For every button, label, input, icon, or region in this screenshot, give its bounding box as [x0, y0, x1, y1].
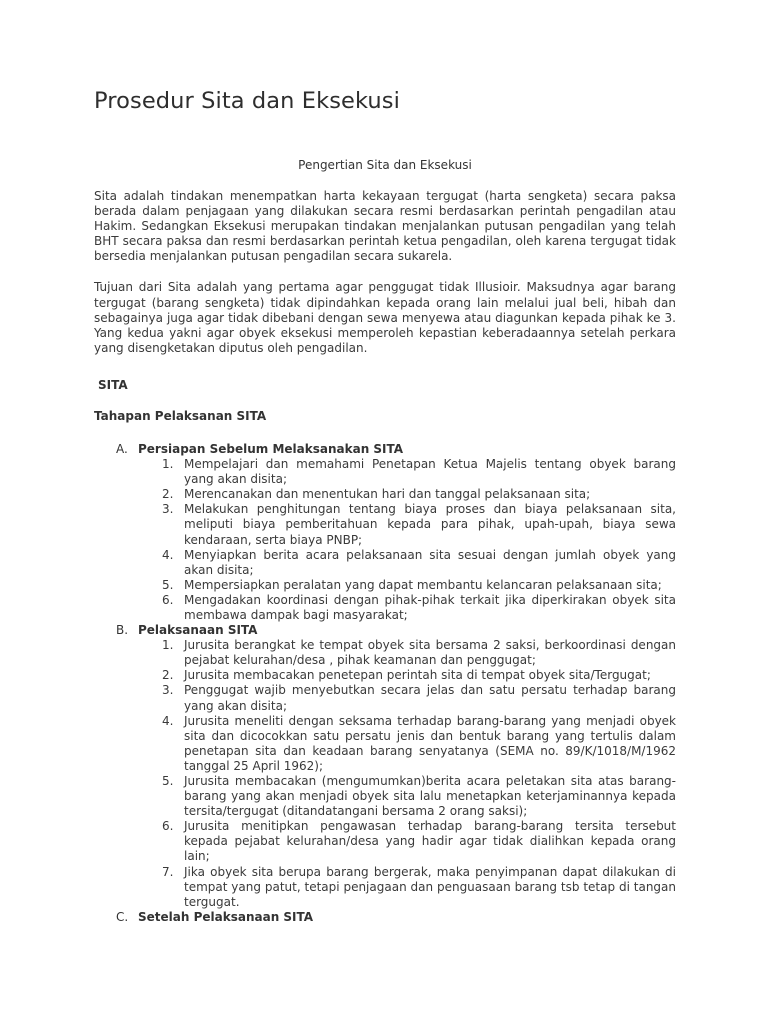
item-number: 6.	[162, 592, 174, 607]
stage-letter: B.	[116, 623, 129, 638]
list-item	[94, 457, 676, 487]
item-number: 2.	[162, 487, 174, 502]
list-item	[94, 593, 676, 623]
item-number: 2.	[162, 668, 174, 683]
stage-b-steps	[94, 638, 676, 910]
stage-item-a	[94, 442, 676, 457]
stage-item-c	[94, 910, 676, 925]
item-text: Jurusita membacakan (mengumumkan)berita acara peletakan sita atas barang-barang yang akan menjadi obyek sita lalu menetapkan keterjaminannya kepada tersita/tergugat (ditandatangani bersama 2 orang saksi);	[184, 774, 676, 819]
item-text: Jurusita menitipkan pengawasan terhadap barang-barang tersita tersebut kepada pejabat kelurahan/desa yang hadir agar tidak dialihkan kepada orang lain;	[184, 819, 676, 864]
list-item	[94, 774, 676, 819]
document-subtitle: Pengertian Sita dan Eksekusi	[298, 158, 472, 172]
stage-item-b	[94, 623, 676, 638]
item-text: Jurusita berangkat ke tempat obyek sita bersama 2 saksi, berkoordinasi dengan pejabat kelurahan/desa , pihak keamanan dan penggugat;	[184, 638, 676, 668]
list-item	[94, 683, 676, 713]
list-item	[94, 487, 676, 502]
list-item	[94, 548, 676, 578]
list-item	[94, 714, 676, 774]
item-number: 3.	[162, 683, 174, 698]
list-item	[94, 502, 676, 547]
item-text: Melakukan penghitungan tentang biaya proses dan biaya pelaksanaan sita, meliputi biaya pemberitahuan kepada para pihak, upah-upah, biaya sewa kendaraan, serta biaya PNBP;	[184, 502, 676, 547]
item-number: 7.	[162, 864, 174, 879]
stage-title: Pelaksanaan SITA	[138, 623, 258, 638]
item-number: 3.	[162, 502, 174, 517]
section-label-sita: SITA	[98, 377, 128, 392]
item-number: 6.	[162, 819, 174, 834]
stage-letter: C.	[116, 909, 129, 924]
stage-title: Setelah Pelaksanaan SITA	[138, 909, 314, 924]
item-text: Mempelajari dan memahami Penetapan Ketua Majelis tentang obyek barang yang akan disita;	[184, 457, 676, 487]
item-number: 5.	[162, 774, 174, 788]
item-text: Merencanakan dan menentukan hari dan tanggal pelaksanaan sita;	[184, 487, 591, 502]
item-text: Jurusita membacakan penetepan perintah sita di tempat obyek sita/Tergugat;	[184, 668, 651, 683]
item-number: 4.	[162, 547, 174, 562]
list-item	[94, 819, 676, 864]
stage-letter: A.	[116, 441, 128, 456]
paragraph-definition: Sita adalah tindakan menempatkan harta kekayaan tergugat (harta sengketa) secara paksa berada dalam penjagaan yang dilakukan secara resmi berdasarkan perintah pengadilan atau Hakim. Sedangkan Eksekusi merupakan tindakan menjalankan putusan pengadilan yang telah BHT secara paksa dan resmi berdasarkan perintah ketua pengadilan, oleh karena tergugat tidak bersedia menjalankan putusan pengadilan secara sukarela.	[94, 189, 676, 264]
list-item	[94, 865, 676, 910]
item-text: Mengadakan koordinasi dengan pihak-pihak terkait jika diperkirakan obyek sita membawa dampak bagi masyarakat;	[184, 592, 676, 622]
item-text: Mempersiapkan peralatan yang dapat membantu kelancaran pelaksanaan sita;	[184, 577, 662, 592]
list-item	[94, 578, 676, 593]
item-number: 4.	[162, 713, 174, 728]
stage-a-steps	[94, 457, 676, 623]
document-page	[94, 84, 676, 925]
stage-list	[94, 442, 676, 925]
document-title: Prosedur Sita dan Eksekusi	[94, 88, 400, 114]
item-text: Penggugat wajib menyebutkan secara jelas dan satu persatu terhadap barang yang akan disita;	[184, 683, 676, 713]
paragraph-purpose: Tujuan dari Sita adalah yang pertama agar penggugat tidak Illusioir. Maksudnya agar barang tergugat (barang sengketa) tidak dipindahkan kepada orang lain melalui jual beli, hibah dan sebagainya juga agar tidak dibebani dengan sewa menyewa atau diagunkan kepada pihak ke 3. Yang kedua yakni agar obyek eksekusi memperoleh kepastian keberadaannya setelah perkara yang disengketakan diputus oleh pengadilan.	[94, 280, 676, 355]
item-number: 1.	[162, 638, 174, 653]
item-number: 1.	[162, 457, 174, 472]
item-text: Jurusita meneliti dengan seksama terhadap barang-barang yang menjadi obyek sita dan dicocokkan satu persatu jenis dan bentuk barang yang tertulis dalam penetapan sita dan keadaan barang senyatanya (SEMA no. 89/K/1018/M/1962 tanggal 25 April 1962);	[184, 713, 676, 773]
stage-heading: Tahapan Pelaksanan SITA	[94, 408, 267, 423]
item-text: Jika obyek sita berupa barang bergerak, maka penyimpanan dapat dilakukan di tempat yang patut, tetapi penjagaan dan penguasaan barang tsb tetap di tangan tergugat.	[184, 864, 676, 909]
list-item	[94, 668, 676, 683]
list-item	[94, 638, 676, 668]
item-text: Menyiapkan berita acara pelaksanaan sita sesuai dengan jumlah obyek yang akan disita;	[184, 547, 676, 577]
item-number: 5.	[162, 577, 174, 592]
stage-title: Persiapan Sebelum Melaksanakan SITA	[138, 441, 404, 456]
